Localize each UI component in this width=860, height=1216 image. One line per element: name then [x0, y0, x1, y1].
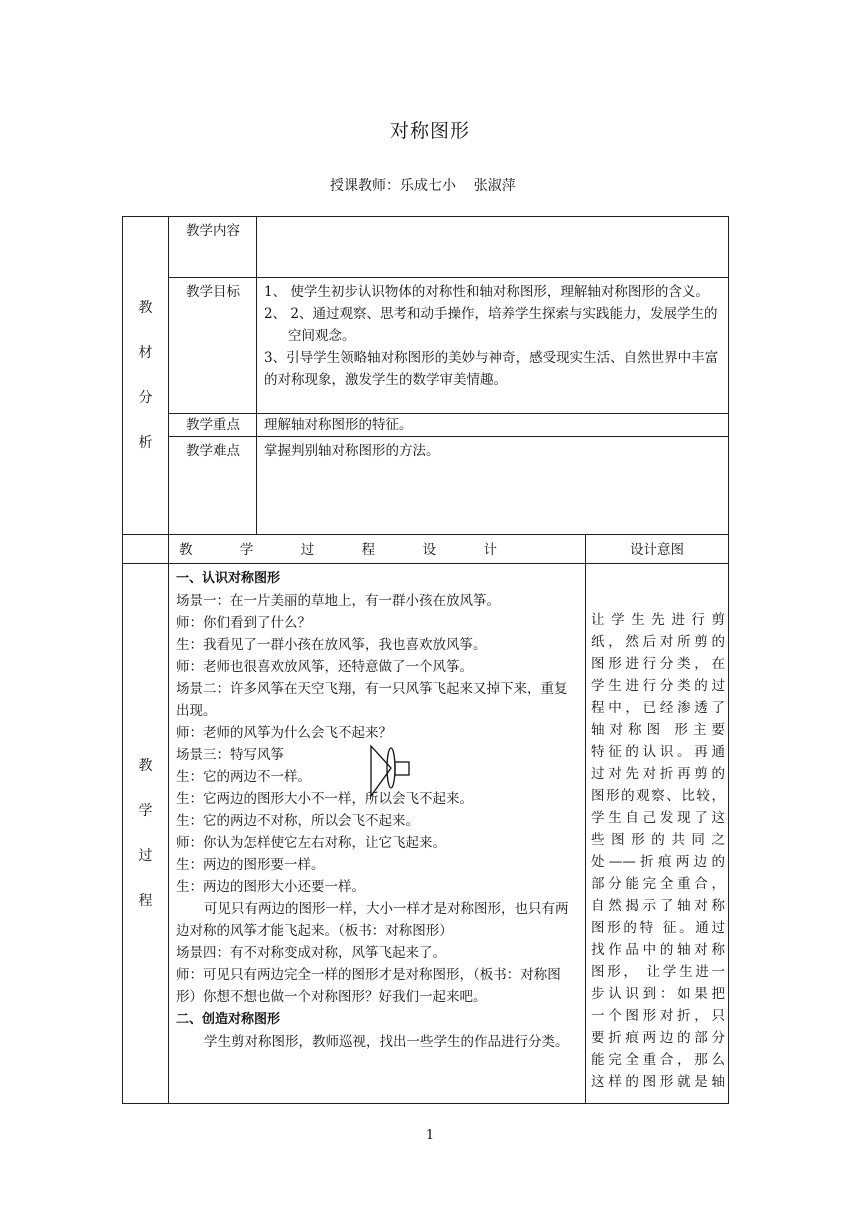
dialogue-line: 生：两边的图形要一样。: [176, 857, 325, 873]
goal-item: 1、 使学生初步认识物体的对称性和轴对称图形，理解轴对称图形的含义。: [264, 284, 709, 300]
design-intent-header: 设计意图: [586, 535, 729, 564]
row-difficulties: [123, 437, 729, 535]
dialogue-line: 师：老师的风筝为什么会飞不起来？: [176, 725, 392, 741]
goal-item: 2、 2、通过观察、思考和动手操作，培养学生探索与实践能力，发展学生的空间观念。: [264, 306, 718, 344]
dialogue-line: 师：你们看到了什么？: [176, 615, 311, 631]
value-teaching-content: [257, 217, 729, 278]
process-design-header: 教 学 过 程 设 计: [169, 535, 586, 564]
value-teaching-goals: [257, 278, 729, 414]
goal-item: 3、引导学生领略轴对称图形的美妙与神奇，感受现实生活、自然世界中丰富的对称现象，激发学生的数学审美情趣。: [264, 350, 719, 388]
section-heading: 二、创造对称图形: [176, 1012, 281, 1027]
dialogue-line: 生：两边的图形大小还要一样。: [176, 879, 365, 895]
dialogue-line: 生：我看见了一群小孩在放风筝，我也喜欢放风筝。: [176, 637, 487, 653]
dialogue-line: 生：它的两边不对称，所以会飞不起来。: [176, 813, 419, 829]
dialogue-line: 场景三：特写风筝: [176, 747, 284, 763]
row-content: [123, 217, 729, 278]
section-heading: 一、认识对称图形: [176, 571, 281, 586]
row-process: [123, 564, 729, 1104]
row-process-header: [123, 535, 729, 564]
side-label-materials: 教 材 分 析: [123, 217, 169, 535]
page-number: 1: [425, 1128, 435, 1143]
label-key-points: 教学重点: [169, 414, 257, 437]
lesson-plan-table: [122, 216, 729, 1104]
process-content: [169, 564, 586, 1104]
asymmetric-kite-figure: [368, 744, 414, 802]
dialogue-line: 师：你认为怎样使它左右对称，让它飞起来。: [176, 835, 446, 851]
author-line: 授课教师：乐成七小 张淑萍: [330, 178, 516, 194]
dialogue-line: 师：老师也很喜欢放风筝，还特意做了一个风筝。: [176, 659, 473, 675]
dialogue-line: 学生剪对称图形，教师巡视，找出一些学生的作品进行分类。: [204, 1034, 569, 1050]
dialogue-line: 场景一：在一片美丽的草地上，有一群小孩在放风筝。: [176, 593, 500, 609]
side-label-process: 教 学 过 程: [123, 564, 169, 1104]
row-goals: [123, 278, 729, 414]
value-key-points: 理解轴对称图形的特征。: [257, 414, 729, 437]
page-title: 对称图形: [389, 120, 470, 142]
label-teaching-content: 教学内容: [169, 217, 257, 278]
dialogue-line: 生：它两边的图形大小不一样，所以会飞不起来。: [176, 791, 473, 807]
value-difficulties: 掌握判别轴对称图形的方法。: [257, 437, 729, 535]
dialogue-line: 生：它的两边不一样。: [176, 769, 311, 785]
dialogue-line: 师：可见只有两边完全一样的图形才是对称图形，（板书：对称图形）你想不想也做一个对称图形？好我们一起来吧。: [176, 967, 561, 1005]
row-key-points: [123, 414, 729, 437]
dialogue-line: 场景二：许多风筝在天空飞翔，有一只风筝飞起来又掉下来，重复出现。: [176, 681, 568, 719]
label-difficulties: 教学难点: [169, 437, 257, 535]
label-teaching-goals: 教学目标: [169, 278, 257, 414]
dialogue-line: 可见只有两边的图形一样，大小一样才是对称图形，也只有两边对称的风筝才能飞起来。（板书：对称图形）: [176, 901, 569, 939]
dialogue-line: 场景四：有不对称变成对称，风筝飞起来了。: [176, 945, 446, 961]
design-intent-content: 让学生先进行剪 纸，然后对所剪的 图形进行分类，在 学生进行分类的过 程中，已经渗透了 轴对称图 形主要 特征的认识。再通 过对先对折再剪的 图形的观察、比较， 学生自己发现了这 些 图 形 的 共 同 之 处——折痕两边的 部分能完全重合， 自然揭示了轴对称 图形的特 征。通过 找作品中的轴对称 图形， 让学生进一 步认识到：如果把 一个图形对折，只 要折痕两边的部分 能完全重合，那么 这样的图形就是轴: [586, 564, 729, 1104]
